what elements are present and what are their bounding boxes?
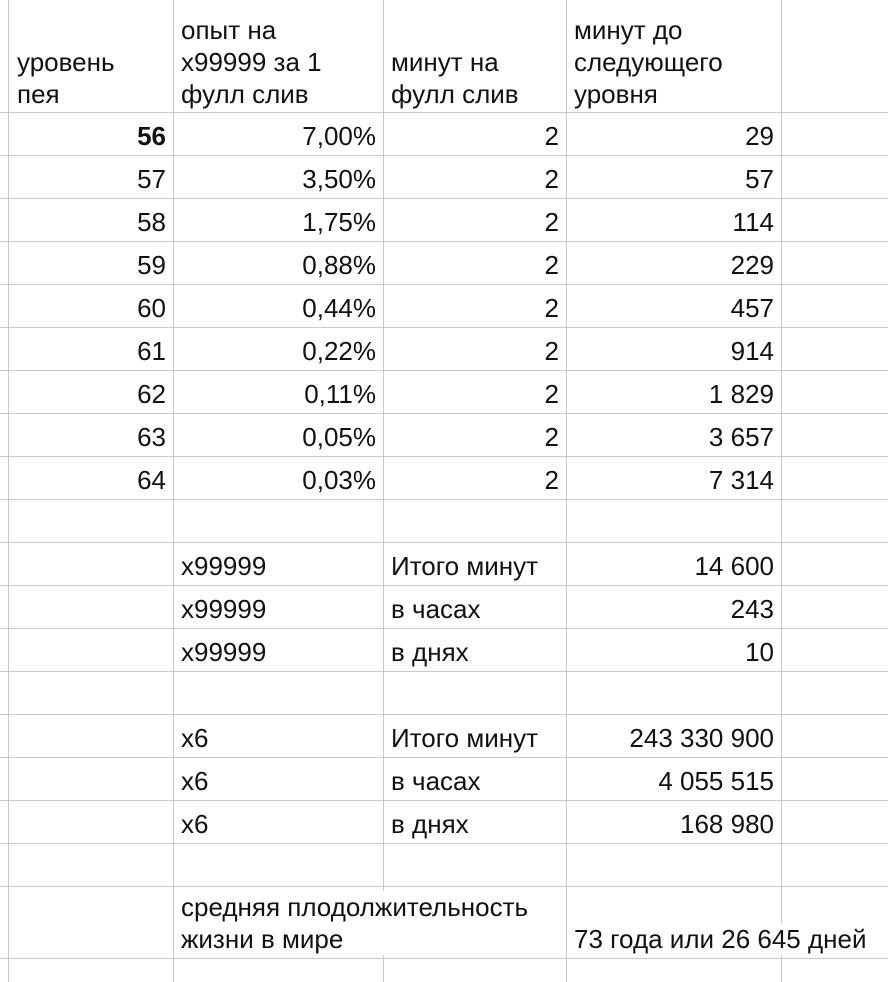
summary-value-cell[interactable]: 10 [745, 637, 774, 667]
header-xp-line: опыт на [181, 15, 277, 45]
next-level-cell[interactable]: 57 [745, 164, 774, 194]
xp-cell[interactable]: 3,50% [302, 164, 376, 194]
grid-row-line [0, 241, 888, 242]
minutes-cell[interactable]: 2 [544, 207, 559, 237]
header-xp-line: x99999 за 1 [181, 47, 322, 77]
header-minutes-line: минут на [391, 47, 499, 77]
grid-row-line [0, 958, 888, 959]
rate-cell[interactable]: x99999 [181, 594, 267, 624]
minutes-cell[interactable]: 2 [544, 121, 559, 151]
grid-row-line [0, 800, 888, 801]
life-expectancy-label-line: средняя плодолжительность [181, 892, 529, 922]
grid-row-line [0, 714, 888, 715]
grid-col-line [781, 0, 782, 982]
grid-row-line [0, 499, 888, 500]
grid-row-line [0, 155, 888, 156]
header-level-cell[interactable] [17, 46, 115, 110]
summary-value-cell[interactable]: 4 055 515 [658, 766, 774, 796]
summary-value-cell[interactable]: 14 600 [694, 551, 774, 581]
header-next-cell[interactable] [574, 14, 723, 110]
next-level-cell[interactable]: 914 [730, 336, 774, 366]
life-expectancy-label-cell[interactable] [181, 891, 532, 955]
grid-col-line [383, 0, 384, 982]
minutes-cell[interactable]: 2 [544, 465, 559, 495]
summary-value-cell[interactable]: 168 980 [680, 809, 774, 839]
header-minutes-cell[interactable] [391, 46, 519, 110]
header-minutes-line: фулл слив [391, 79, 519, 109]
level-cell[interactable]: 58 [137, 207, 166, 237]
minutes-cell[interactable]: 2 [544, 293, 559, 323]
minutes-cell[interactable]: 2 [544, 422, 559, 452]
grid-row-line [0, 886, 888, 887]
summary-label-cell[interactable]: Итого минут [391, 723, 539, 753]
grid-col-line [173, 0, 174, 982]
header-next-line: уровня [574, 79, 658, 109]
summary-label-cell[interactable]: в днях [391, 637, 469, 667]
grid-row-line [0, 542, 888, 543]
grid-row-line [0, 671, 888, 672]
grid-row-line [0, 327, 888, 328]
life-expectancy-value-cell[interactable]: 73 года или 26 645 дней [574, 924, 867, 954]
grid-col-line [566, 0, 567, 982]
rate-cell[interactable]: x6 [181, 809, 209, 839]
summary-label-cell[interactable]: в днях [391, 809, 469, 839]
level-cell[interactable]: 62 [137, 379, 166, 409]
grid-row-line [0, 413, 888, 414]
rate-cell[interactable]: x6 [181, 723, 209, 753]
level-cell[interactable]: 61 [137, 336, 166, 366]
next-level-cell[interactable]: 1 829 [708, 379, 774, 409]
grid-row-line [0, 284, 888, 285]
header-level-line: пея [17, 79, 60, 109]
minutes-cell[interactable]: 2 [544, 336, 559, 366]
grid-row-line [0, 370, 888, 371]
next-level-cell[interactable]: 229 [730, 250, 774, 280]
level-cell[interactable]: 60 [137, 293, 166, 323]
level-cell[interactable]: 57 [137, 164, 166, 194]
level-cell[interactable]: 64 [137, 465, 166, 495]
header-next-line: следующего [574, 47, 723, 77]
xp-cell[interactable]: 7,00% [302, 121, 376, 151]
grid-row-line [0, 757, 888, 758]
minutes-cell[interactable]: 2 [544, 164, 559, 194]
summary-value-cell[interactable]: 243 [730, 594, 774, 624]
xp-cell[interactable]: 0,03% [302, 465, 376, 495]
summary-label-cell[interactable]: Итого минут [391, 551, 539, 581]
grid-row-line [0, 585, 888, 586]
grid-col-line [8, 0, 9, 982]
header-next-line: минут до [574, 15, 683, 45]
life-expectancy-label-line: жизни в мире [181, 924, 344, 954]
grid-row-line [0, 456, 888, 457]
next-level-cell[interactable]: 7 314 [708, 465, 774, 495]
grid-row-line [0, 628, 888, 629]
rate-cell[interactable]: x99999 [181, 637, 267, 667]
next-level-cell[interactable]: 114 [732, 207, 774, 237]
level-cell[interactable]: 56 [137, 121, 166, 151]
minutes-cell[interactable]: 2 [544, 250, 559, 280]
summary-label-cell[interactable]: в часах [391, 594, 481, 624]
header-xp-cell[interactable] [181, 14, 322, 110]
grid-row-line [0, 198, 888, 199]
grid-row-line [0, 112, 888, 113]
xp-cell[interactable]: 0,11% [304, 379, 376, 409]
xp-cell[interactable]: 0,05% [302, 422, 376, 452]
header-level-line: уровень [17, 47, 115, 77]
xp-cell[interactable]: 1,75% [302, 207, 376, 237]
next-level-cell[interactable]: 3 657 [708, 422, 774, 452]
level-cell[interactable]: 63 [137, 422, 166, 452]
level-cell[interactable]: 59 [137, 250, 166, 280]
rate-cell[interactable]: x6 [181, 766, 209, 796]
rate-cell[interactable]: x99999 [181, 551, 267, 581]
xp-cell[interactable]: 0,22% [302, 336, 376, 366]
header-xp-line: фулл слив [181, 79, 309, 109]
summary-value-cell[interactable]: 243 330 900 [629, 723, 774, 753]
xp-cell[interactable]: 0,44% [302, 293, 376, 323]
next-level-cell[interactable]: 29 [745, 121, 774, 151]
minutes-cell[interactable]: 2 [544, 379, 559, 409]
next-level-cell[interactable]: 457 [730, 293, 774, 323]
grid-row-line [0, 843, 888, 844]
summary-label-cell[interactable]: в часах [391, 766, 481, 796]
xp-cell[interactable]: 0,88% [302, 250, 376, 280]
